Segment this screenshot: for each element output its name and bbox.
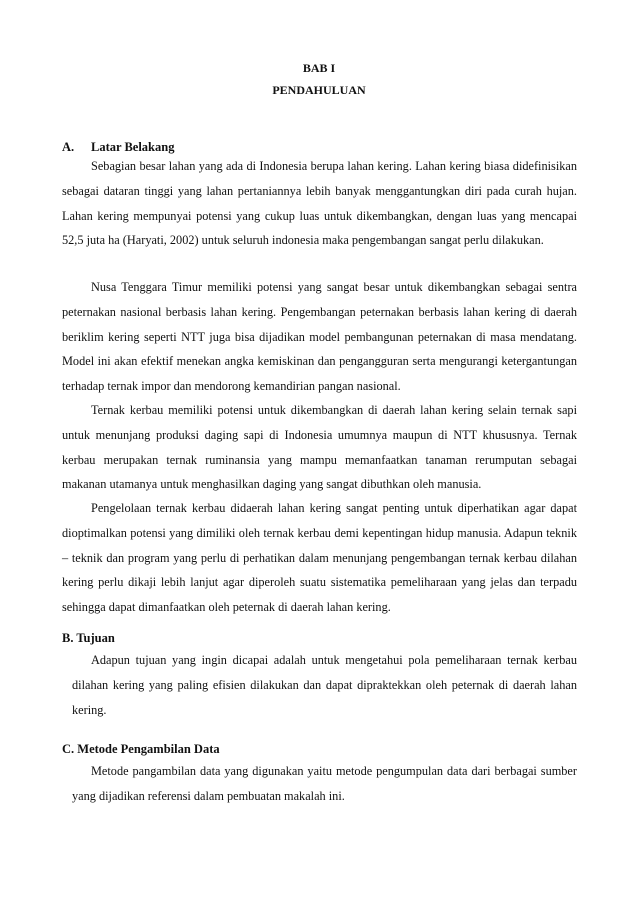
paragraph-c [72,759,577,809]
section-b-heading: B. Tujuan [62,631,115,645]
section-c-heading: C. Metode Pengambilan Data [62,742,220,756]
paragraph-a1: Sebagian besar lahan yang ada di Indonesia berupa lahan kering. Lahan kering biasa didefinisikan sebagai dataran tinggi yang lahan pertaniannya lebih banyak menggantungkan diri pada curah hujan. Lahan kering mempunyai potensi yang cukup luas untuk dikembangkan, dengan luas yang mencapai 52,5 juta ha (Haryati, 2002) untuk seluruh indonesia maka pengembangan sangat perlu dilakukan. [62,159,577,248]
paragraph-b-text: Adapun tujuan yang ingin dicapai adalah untuk mengetahui pola pemeliharaan ternak kerbau dilahan kering yang paling efisien dilakukan dan dapat dipraktekkan oleh peternak di daerah lahan kering. [72,653,577,717]
paragraph-a3: Ternak kerbau memiliki potensi untuk dikembangkan di daerah lahan kering selain ternak sapi untuk menunjang produksi daging sapi di Indonesia umumnya maupun di NTT khususnya. Ternak kerbau merupakan ternak ruminansia yang mampu memanfaatkan tanaman rerumputan sebagai makanan utamanya untuk menghasilkan daging yang sangat dibuthkan oleh manusia. [62,403,577,492]
section-a-heading [62,140,174,155]
paragraph-a4: Pengelolaan ternak kerbau didaerah lahan kering sangat penting untuk diperhatikan agar dapat dioptimalkan potensi yang dimiliki oleh ternak kerbau demi kepentingan hidup manusia. Adapun teknik – teknik dan program yang perlu di perhatikan dalam menunjang pengembangan ternak kerbau dilahan kering perlu dikaji lebih lanjut agar diperoleh suatu sistematika pemeliharaan yang jelas dan terpadu sehingga dapat dimanfaatkan oleh peternak di daerah lahan kering. [62,501,577,615]
chapter-number: BAB I [302,61,336,75]
chapter-title: PENDAHULUAN [272,83,366,97]
paragraph-a2: Nusa Tenggara Timur memiliki potensi yang sangat besar untuk dikembangkan sebagai sentra peternakan nasional berbasis lahan kering. Pengembangan peternakan berbasis lahan kering di daerah beriklim kering seperti NTT juga bisa dijadikan model pembangunan peternakan di masa mendatang. Model ini akan efektif menekan angka kemiskinan dan pengangguran serta mengurangi ketergantungan terhadap ternak impor dan mendorong kemandirian pangan nasional. [62,280,577,394]
section-a-title: Latar Belakang [91,140,175,154]
section-a-letter: A. [62,140,75,154]
paragraph-c-text: Metode pangambilan data yang digunakan yaitu metode pengumpulan data dari berbagai sumber yang dijadikan referensi dalam pembuatan makalah ini. [72,764,577,803]
paragraph-b [72,648,577,722]
